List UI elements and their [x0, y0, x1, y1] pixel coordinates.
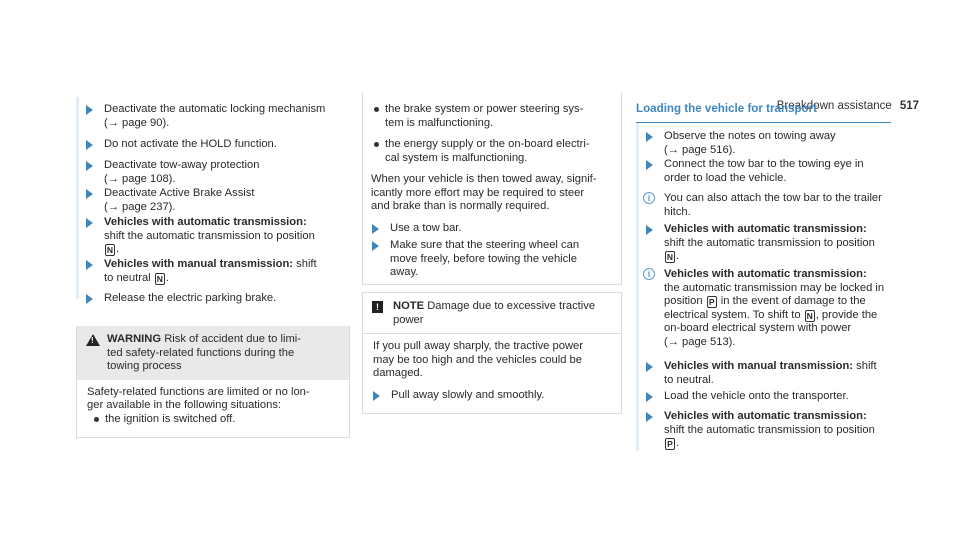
list-item: the ignition is switched off. — [87, 413, 339, 427]
step-arrow-icon — [646, 362, 653, 372]
step-deactivate-locking: Deactivate the automatic locking mechanism (→ page 90). — [76, 103, 350, 130]
info-icon: i — [643, 192, 655, 204]
step-brake-assist: Deactivate Active Brake Assist (→ page 237). — [76, 187, 350, 214]
step-observe-notes: Observe the notes on towing away (→ page 516). — [636, 130, 891, 157]
step-arrow-icon — [372, 224, 379, 234]
warning-triangle-icon: ! — [86, 334, 100, 346]
exclamation-icon: ! — [372, 301, 383, 313]
gear-p-icon: P — [665, 438, 675, 450]
step-manual-transmission: Vehicles with manual transmission: shift to neutral N . — [76, 258, 350, 285]
step-arrow-icon — [372, 241, 379, 251]
note-header: ! NOTE Damage due to excessive tractive power — [363, 293, 621, 333]
step-arrow-icon — [373, 391, 380, 401]
step-arrow-icon — [86, 140, 93, 150]
step-arrow-icon — [86, 105, 93, 115]
page-number: 517 — [899, 100, 919, 112]
step-arrow-icon — [646, 160, 653, 170]
step-arrow-icon — [646, 132, 653, 142]
step-manual-transmission: Vehicles with manual transmission: shift to neutral. — [636, 360, 891, 387]
warning-paragraph: When your vehicle is then towed away, signif- icantly more effort may be required to steer and brake than is normally required. — [371, 173, 597, 213]
list-item: the energy supply or the on-board electri- cal system is malfunctioning. — [367, 138, 617, 165]
gear-n-icon: N — [106, 245, 114, 256]
step-automatic-transmission: Vehicles with automatic transmission: shift the automatic transmission to position N . — [636, 223, 891, 264]
step-arrow-icon — [86, 260, 93, 270]
info-trailer-hitch: i You can also attach the tow bar to the trailer hitch. — [636, 192, 891, 219]
step-steering-wheel: Make sure that the steering wheel can move freely, before towing the vehicle away. — [362, 239, 620, 280]
section-name: Breakdown assistance — [776, 100, 892, 112]
warning-header: ! WARNING Risk of accident due to limi- ted safety-related functions during the towing process — [77, 326, 349, 380]
step-automatic-transmission-park: Vehicles with automatic transmission: shift the automatic transmission to position P . — [636, 410, 891, 451]
step-arrow-icon — [646, 412, 653, 422]
list-item: the brake system or power steering sys- tem is malfunctioning. — [367, 103, 617, 130]
step-connect-tow-bar: Connect the tow bar to the towing eye in order to load the vehicle. — [636, 158, 891, 185]
gear-p-icon: P — [707, 296, 717, 308]
step-pull-away: Pull away slowly and smoothly. — [363, 389, 611, 403]
step-arrow-icon — [86, 189, 93, 199]
info-icon: i — [643, 268, 655, 280]
step-arrow-icon — [86, 218, 93, 228]
bullet-icon — [374, 107, 379, 112]
step-arrow-icon — [646, 392, 653, 402]
info-transmission-locked: i Vehicles with automatic transmission: the automatic transmission may be locked in position P in the event of damage to the electrical system. To shift to N , provide the on-board electrical system with power (→ page 513). — [636, 268, 891, 350]
step-arrow-icon — [86, 161, 93, 171]
warning-box — [76, 326, 350, 438]
step-arrow-icon — [646, 225, 653, 235]
step-arrow-icon — [86, 294, 93, 304]
gear-n-icon: N — [806, 310, 813, 321]
note-body: If you pull away sharply, the tractive power may be too high and the vehicles could be damaged. Pull away slowly and smoothly. — [363, 333, 621, 412]
step-hold-function: Do not activate the HOLD function. — [76, 138, 350, 152]
section-title: Loading the vehicle for transport — [636, 102, 891, 123]
bullet-icon — [94, 417, 99, 422]
step-tow-away-protection: Deactivate tow-away protection (→ page 108). — [76, 159, 350, 186]
step-automatic-transmission: Vehicles with automatic transmission: shift the automatic transmission to position N . — [76, 216, 350, 257]
warning-body: Safety-related functions are limited or no lon- ger available in the following situations: the ignition is switched off. — [77, 380, 349, 437]
note-box — [362, 292, 622, 414]
bullet-icon — [374, 142, 379, 147]
step-use-tow-bar: Use a tow bar. — [362, 222, 620, 236]
step-release-parking-brake: Release the electric parking brake. — [76, 292, 350, 306]
step-load-vehicle: Load the vehicle onto the transporter. — [636, 390, 891, 404]
gear-n-icon: N — [156, 273, 163, 284]
gear-n-icon: N — [666, 252, 674, 263]
